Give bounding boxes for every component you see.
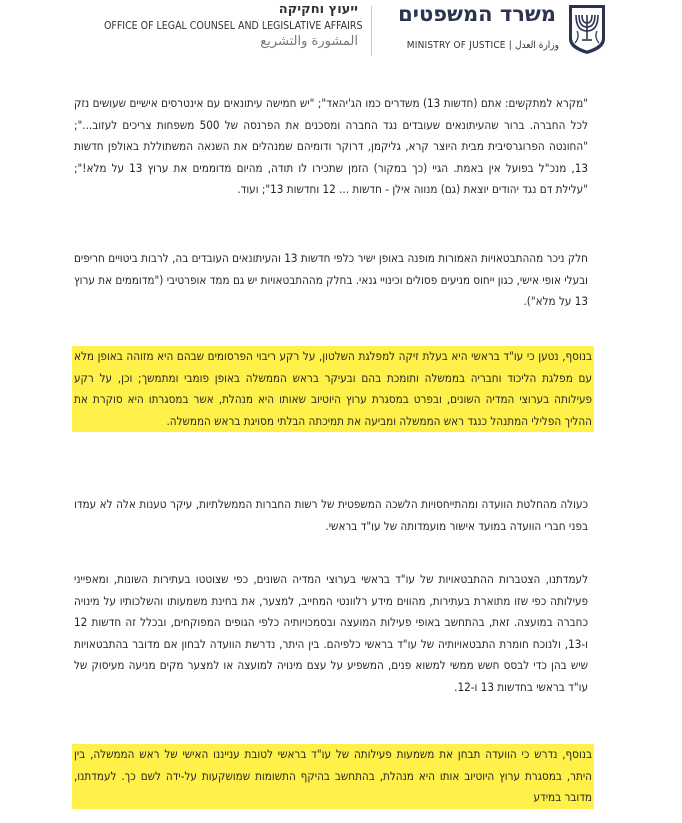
ministry-name-english-arabic: MINISTRY OF JUSTICE | وزارة العدل	[406, 40, 559, 51]
office-name-english: OFFICE OF LEGAL COUNSEL AND LEGISLATIVE AFFAIRS	[104, 20, 363, 32]
header-divider	[371, 6, 372, 56]
office-name-hebrew: ייעוץ וחקיקה	[278, 2, 358, 17]
paragraph-highlighted-political-affiliation: בנוסף, נטען כי עו"ד בראשי היא בעלת זיקה למפלגת השלטון, על רקע ריבוי הפרסומים שבהם היא מזוהה באופן מלא עם מפלגת הליכוד וחבריה בממשלה ותומכת בהם ובעיקר בראש הממשלה באופן פומבי ומתמשך; וכן, על רקע פעילותה בערוצי המדיה השונים, ובפרט במסגרת ערוץ היוטיוב שאותו היא מנהלת, אשר במסגרתו היא סוקרת את ההליך הפלילי המתנהל כנגד ראש הממשלה ומביעה את תמיכתה הבלתי מסויגת בראש הממשלה.	[72, 346, 594, 432]
ministry-name-hebrew: משרד המשפטים	[398, 2, 556, 26]
paragraph-position: לעמדתנו, הצטברות ההתבטאויות של עו"ד בראשי בערוצי המדיה השונים, כפי שצוטטו בעתירות השונות, ומאפייני פעילותה כפי שזו מתוארת בעתירות, מהווים מידע רלוונטי המחייב, למצער, את בחינת משמעותו והשלכותיו על מינויה כחברה במועצה. זאת, בהתחשב באופי פעילות המועצה ובסמכויותיה כלפי הגופים המפוקחים, ובכלל זה חדשות 12 ו-13, ולנוכח חומרת התבטאויותיה של עו"ד בראשי כלפיהם. בין היתר, נדרשת הוועדה לבחון אם מדובר בהתבטאויות שיש בהן כדי לבסס חשש ממשי למשוא פנים, המשפיע על עצם מינויה למועצה או למצער מקים מניעה מעיסוק של עו"ד בראשי בחדשות 13 ו-12.	[74, 572, 588, 694]
paragraph-committee-decision: כעולה מהחלטת הוועדה ומהתייחסויות הלשכה המשפטית של רשות החברות הממשלתיות, עיקר טענות אלה לא עמדו בפני חברי הוועדה במועד אישור מועמדותה של עו"ד בראשי.	[74, 497, 588, 533]
paragraph-quotes: "מקרא למתקשים: אתם (חדשות 13) משדרים כמו הג'יהאד"; "יש חמישה עיתונאים עם אינטרסים אישיים שעושים נזק לכל החברה. ברור שהעיתונאים שעובדים נגד החברה ומסכנים את הפרנסה של 500 משפחות צריכים לעזוב..."; "החונטה הפרוגרסיבית מבית היוצר קרא, גליקמן, דרוקר ודומיהם שמנהלים את השנאה המשתוללת באולפן חדשות 13, מנכ"ל בפועל אין באמת. הגיי (כך במקור) הזמן שתכירו לו תודה, מהיום מדוממים את ערוץ 13 על מלא!"; "עלילת דם נגד יהודים יוצאת (גם) מנווה אילן - חדשות ... 12 וחדשות 13"; ועוד.	[74, 96, 589, 196]
office-name-arabic: المشورة والتشريع	[260, 34, 358, 49]
paragraph-highlighted-youtube-activity: בנוסף, נדרש כי הוועדה תבחן את משמעות פעילותה של עו"ד בראשי לטובת ענייננו האישי של ראש הממשלה, בין היתר, במסגרת ערוץ היוטיוב אותו היא מנהלת, בהתחשב בהיקף התשומות שמושקעות על-ידה לשם כך. לעמדתנו, מדובר במידע	[72, 744, 594, 809]
paragraph-statements-analysis: חלק ניכר מההתבטאויות האמורות מופנה באופן ישיר כלפי חדשות 13 והעיתונאים העובדים בה, לרבות ביטויים חריפים ובעלי אופי אישי, כגון ייחוס מניעים פסולים וכינויי גנאי. בחלק מההתבטאויות יש גם ממד אופרטיבי ("מדוממים את ערוץ 13 על מלא").	[74, 251, 588, 308]
menorah-emblem-icon	[566, 3, 608, 55]
letterhead	[0, 0, 682, 64]
